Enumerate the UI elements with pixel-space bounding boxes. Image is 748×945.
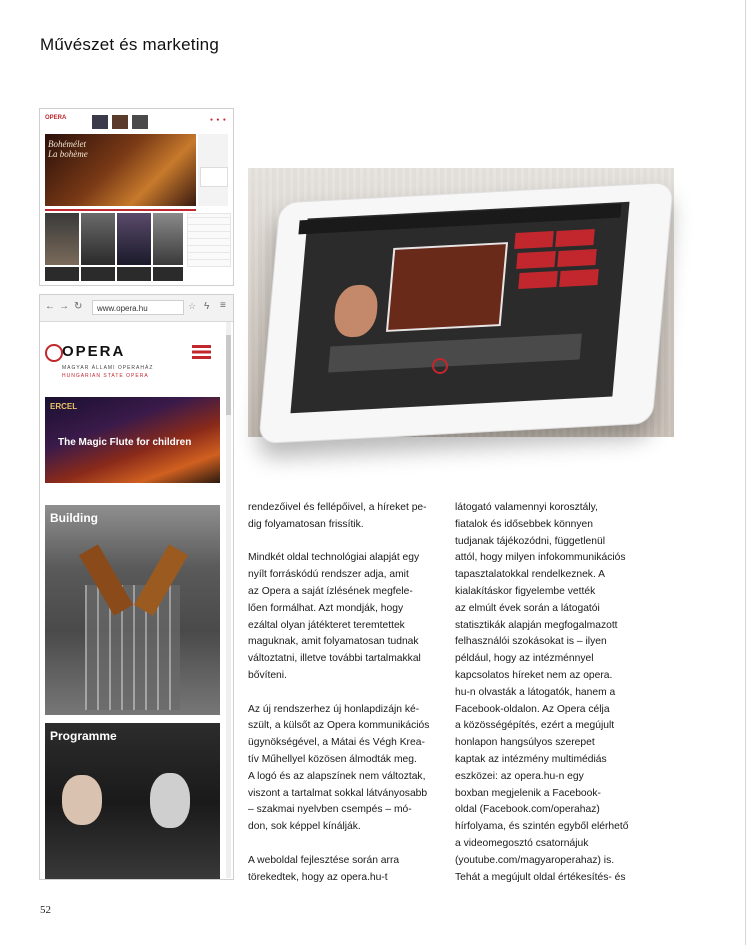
text-line: hu-n olvasták a látogatók, hanem a [455, 686, 616, 698]
text-line: dig folyamatosan frissítik. [248, 518, 364, 530]
text-line: nyílt forráskódú rendszer adja, amit [248, 569, 409, 581]
event-label [81, 267, 115, 281]
event-card [81, 213, 115, 265]
event-card [153, 213, 183, 265]
performer-shape [150, 773, 190, 828]
text-line: attól, hogy milyen infokommunikációs [455, 552, 626, 564]
text-line: törekedtek, hogy az opera.hu-t [248, 871, 388, 883]
text-line [248, 685, 429, 702]
star-icon: ☆ [188, 301, 197, 311]
text-line: oldal (Facebook.com/operahaz) [455, 804, 600, 816]
body-text-column-1 [248, 500, 429, 886]
screen-red-tile [555, 229, 595, 247]
text-line: kialakításkor figyelembe vették [455, 585, 596, 597]
building-section-label: Building [50, 511, 98, 525]
text-line: bővíteni. [248, 669, 287, 681]
page-number: 52 [40, 904, 51, 916]
logo-subtitle-english: HUNGARIAN STATE OPERA [62, 373, 149, 379]
text-line: ezáltal olyan játékteret teremtettek [248, 619, 405, 631]
page-edge-rule [745, 0, 746, 945]
text-line: kapcsolatos híreket nem az opera. [455, 669, 613, 681]
hero-text: Bohémélet La bohème [48, 139, 88, 159]
text-line: látogató valamennyi korosztály, [455, 502, 598, 513]
text-line: A logó és az alapszínek nem változtak, [248, 770, 426, 782]
screen-logo-icon [432, 358, 448, 374]
opera-logo: OPERA [45, 115, 67, 121]
calendar-widget [187, 213, 231, 267]
header-thumbnail [112, 115, 128, 129]
programme-section-label: Programme [50, 729, 117, 743]
text-line: boxban megjelenik a Facebook- [455, 787, 601, 799]
text-line: az Opera a saját ízlésének megfele- [248, 585, 413, 597]
event-card [45, 213, 79, 265]
screen-video-panel [386, 242, 508, 332]
reload-icon: ↻ [74, 301, 83, 312]
header-thumbnail [92, 115, 108, 129]
language-dots-icon: ● ● ● [210, 117, 227, 123]
opera-logo-ring-icon [45, 344, 63, 362]
text-line: (youtube.com/magyaroperahaz) is. [455, 854, 615, 866]
text-line: az elmúlt évek során a látogatói [455, 602, 600, 614]
logo-subtitle: MAGYAR ÁLLAMI OPERAHÁZ [62, 365, 154, 371]
text-line: don, sok képpel kínálják. [248, 821, 361, 833]
hero-brand: ERCEL [50, 402, 78, 411]
desktop-website-screenshot [39, 108, 234, 286]
hero-title: The Magic Flute for children [58, 437, 192, 448]
red-divider [45, 209, 196, 211]
text-line: tapasztalatokkal rendelkeznek. A [455, 569, 605, 581]
text-line: statisztikák alapján megfogalmazott [455, 619, 618, 631]
screen-red-tile [557, 249, 597, 267]
text-line: ügynökségével, a Mátai és Végh Krea- [248, 737, 425, 749]
text-line: – szakmai nyelvben csempés – mó- [248, 804, 412, 816]
screen-red-tile [514, 231, 554, 249]
body-text-column-2 [455, 500, 628, 886]
text-line: változtatni, illetve további tartalmakkal [248, 653, 421, 665]
text-line [248, 534, 429, 551]
page-title: Művészet és marketing [40, 35, 219, 54]
text-line: Tehát a megújult oldal értékesítés- és [455, 871, 626, 883]
text-line: A weboldal fejlesztése során arra [248, 854, 400, 866]
screen-red-tile [559, 269, 599, 287]
text-line: fiatalok és idősebbek könnyen [455, 518, 593, 530]
text-line [248, 836, 429, 853]
event-label [45, 267, 79, 281]
event-label [153, 267, 183, 281]
text-line: a közösségépítés, ezért a megújult [455, 720, 615, 732]
text-line: kaptak az intézmény multimédiás [455, 753, 607, 765]
text-line: maguknak, amit folyamatosan tudnak [248, 636, 419, 648]
scrollbar-thumb [226, 335, 231, 415]
text-line: Az új rendszerhez új honlapdizájn ké- [248, 703, 420, 715]
text-line: például, hogy az intézménnyel [455, 653, 594, 665]
performer-shape [62, 775, 102, 825]
text-line: a videomegosztó csatornájuk [455, 837, 589, 849]
header-thumbnail [132, 115, 148, 129]
menu-icon: ≡ [220, 300, 226, 311]
text-line: Mindkét oldal technológiai alapját egy [248, 552, 420, 564]
text-line: eszközei: az opera.hu-n egy [455, 770, 584, 782]
opera-logo: OPERA [62, 343, 126, 360]
text-line: viszont a tartalmat sokkal látványosabb [248, 787, 428, 799]
sidebar-box [200, 167, 228, 187]
hamburger-menu-icon [192, 345, 211, 359]
event-card [117, 213, 151, 265]
text-line: tív Műhellyel közösen álmodták meg. [248, 753, 417, 765]
text-line: Facebook-oldalon. Az Opera célja [455, 703, 610, 715]
screen-red-tile [516, 251, 556, 269]
screen-red-tile [518, 271, 558, 289]
forward-arrow-icon: → [59, 301, 69, 312]
event-label [117, 267, 151, 281]
text-line: szült, a külsőt az Opera kommunikációs [248, 720, 430, 732]
text-line: honlapon hangsúlyos szerepet [455, 737, 595, 749]
address-bar: www.opera.hu [92, 300, 184, 315]
text-line: hírfolyama, és szintén egyből elérhető [455, 821, 629, 833]
text-line: felhasználói szokásokat is – ilyen [455, 636, 607, 648]
text-line: rendezőivel és fellépőivel, a híreket pe- [248, 502, 427, 513]
text-line: tudjanak tájékozódni, függetlenül [455, 535, 605, 547]
bolt-icon: ϟ [204, 301, 210, 312]
text-line: lően formálhat. Azt mondják, hogy [248, 602, 404, 614]
back-arrow-icon: ← [45, 301, 55, 312]
mobile-website-screenshot [39, 294, 234, 880]
